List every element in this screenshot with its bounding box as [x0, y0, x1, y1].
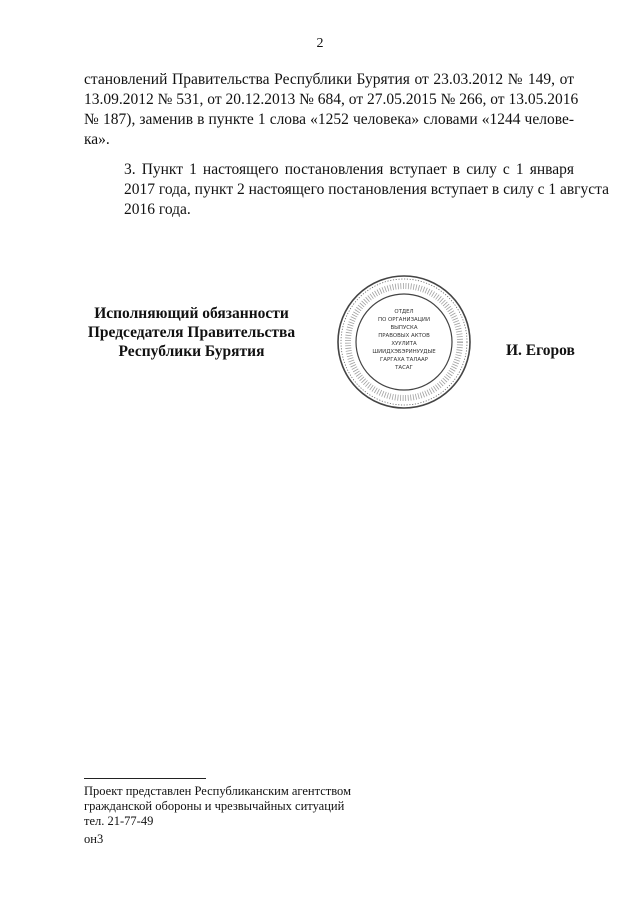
footnote-line: гражданской обороны и чрезвычайных ситуаций	[84, 799, 345, 813]
seal-text-line: ПО ОРГАНИЗАЦИИ	[378, 317, 430, 323]
seal-text-line: ОТДЕЛ	[394, 309, 414, 315]
signatory-title-line: Исполняющий обязанности	[94, 305, 289, 322]
footnote-line: Проект представлен Республиканским агентством	[84, 784, 351, 798]
footnote-divider	[84, 778, 206, 779]
seal-text-line: ВЫПУСКА	[390, 325, 418, 331]
document-code: он3	[84, 832, 104, 846]
signatory-name: И. Егоров	[506, 342, 575, 359]
paragraph-1-line: ка».	[84, 131, 110, 148]
paragraph-1-line: № 187), заменив в пункте 1 слова «1252 человека» словами «1244 челове-	[84, 111, 574, 128]
seal-text-line: ХУУЛИТА	[391, 341, 417, 347]
paragraph-2-line: 3. Пункт 1 настоящего постановления вступает в силу с 1 января	[124, 161, 574, 178]
footnote-line: тел. 21-77-49	[84, 814, 154, 828]
signatory-title	[84, 304, 299, 361]
signatory-title-line: Председателя Правительства	[87, 324, 296, 341]
page-number: 2	[316, 36, 324, 51]
paragraph-1	[84, 70, 579, 150]
paragraph-2-line: 2017 года, пункт 2 настоящего постановления вступает в силу с 1 августа	[124, 181, 610, 198]
footnote	[84, 784, 351, 829]
paragraph-1-line: становлений Правительства Республики Бурятия от 23.03.2012 № 149, от	[84, 71, 574, 88]
official-seal-stamp	[336, 274, 472, 410]
paragraph-2	[84, 160, 610, 220]
seal-text-line: ШИИДХЭБЭРИНУУДЫЕ	[372, 349, 436, 355]
seal-text-line: ГАРГАХА ТАЛААР	[380, 357, 428, 363]
seal-text-line: ТАСАГ	[395, 365, 413, 371]
seal-text-line: ПРАВОВЫХ АКТОВ	[378, 333, 430, 339]
signatory-title-line: Республики Бурятия	[118, 343, 265, 360]
paragraph-1-line: 13.09.2012 № 531, от 20.12.2013 № 684, от 27.05.2015 № 266, от 13.05.2016	[84, 91, 579, 108]
paragraph-2-line: 2016 года.	[124, 201, 191, 218]
